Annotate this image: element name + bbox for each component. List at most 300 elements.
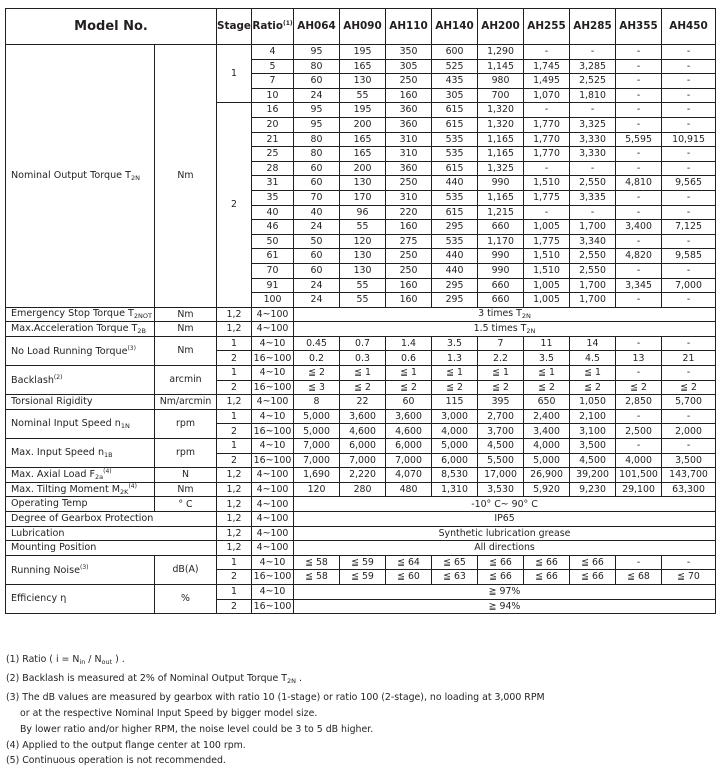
value-cell: 295 [432,293,478,308]
value-cell: 1,770 [524,147,570,162]
model-header: AH285 [570,9,616,45]
value-cell: - [524,45,570,60]
value-cell: ≦ 2 [524,380,570,395]
value-cell: 130 [340,74,386,89]
ratio-cell: 4~100 [252,307,294,322]
value-cell: 350 [386,45,432,60]
value-cell: 1,070 [524,88,570,103]
value-cell: 7,125 [662,220,716,235]
value-cell: 195 [340,103,386,118]
value-cell: - [662,439,716,454]
value-cell: 4,500 [478,439,524,454]
table-row [6,395,716,410]
parameter-label: No Load Running Torque$^{(3)}$ [6,336,155,365]
parameter-label: Max. Tilting Moment $M_{2K}^{(4)}$ [6,482,155,497]
value-cell: 0.6 [386,351,432,366]
value-cell: ≦ 59 [340,570,386,585]
value-cell: 3,340 [570,234,616,249]
stage-cell: 1 [217,366,252,381]
value-cell: ≦ 2 [432,380,478,395]
value-cell: 310 [386,190,432,205]
value-cell: - [662,293,716,308]
value-cell: 60 [294,249,340,264]
ratio-cell: 4~10 [252,336,294,351]
ratio-cell: 4~100 [252,497,294,512]
value-cell: 29,100 [616,482,662,497]
unit-cell: Nm [155,336,217,365]
value-cell: 165 [340,59,386,74]
value-cell: 1,325 [478,161,524,176]
value-cell: 1,770 [524,117,570,132]
value-cell: - [616,234,662,249]
value-cell: 525 [432,59,478,74]
value-cell: 5,700 [662,395,716,410]
ratio-cell: 4~100 [252,395,294,410]
value-cell: 3,325 [570,117,616,132]
ratio-cell: 4 [252,45,294,60]
table-row [6,307,716,322]
value-cell: ≦ 66 [524,555,570,570]
value-cell: 7 [478,336,524,351]
value-cell: - [616,74,662,89]
ratio-cell: 16~100 [252,424,294,439]
stage-cell: 1,2 [217,512,252,527]
stage-cell: 1,2 [217,322,252,337]
value-cell: 1,320 [478,103,524,118]
unit-cell: N [155,468,217,483]
value-cell: - [616,263,662,278]
model-header: AH450 [662,9,716,45]
value-cell: 1,510 [524,176,570,191]
parameter-label: Efficiency η [6,584,155,613]
value-cell: 3,400 [524,424,570,439]
value-cell: 1,170 [478,234,524,249]
value-cell: 0.3 [340,351,386,366]
value-cell: 2,100 [570,409,616,424]
stage-cell: 1 [217,439,252,454]
table-row [6,584,716,599]
value-cell: - [662,74,716,89]
value-cell: 5,000 [294,409,340,424]
value-cell: - [570,45,616,60]
value-cell: - [662,555,716,570]
value-cell: - [616,190,662,205]
value-cell: 4.5 [570,351,616,366]
model-header: AH355 [616,9,662,45]
stage-cell: 1 [217,409,252,424]
value-cell: 195 [340,45,386,60]
value-cell: 1,005 [524,278,570,293]
value-cell: 535 [432,234,478,249]
value-cell: 250 [386,263,432,278]
value-cell: 4,000 [524,439,570,454]
value-cell: 60 [294,74,340,89]
value-cell: 95 [294,45,340,60]
stage-cell: 2 [217,380,252,395]
value-cell: 1,700 [570,293,616,308]
value-cell: 615 [432,103,478,118]
stage-cell: 2 [217,424,252,439]
table-row [6,512,716,527]
value-cell: - [616,45,662,60]
value-cell: - [524,205,570,220]
value-cell: 990 [478,176,524,191]
value-cell: 990 [478,263,524,278]
value-cell: - [616,409,662,424]
value-cell: ≦ 70 [662,570,716,585]
footnote: or at the respective Nominal Input Speed by bigger model size. [20,707,318,719]
stage-cell: 1,2 [217,541,252,556]
value-cell: 160 [386,278,432,293]
table-row [6,541,716,556]
value-cell: ≦ 3 [294,380,340,395]
stage-cell: 1,2 [217,395,252,410]
value-cell: 26,900 [524,468,570,483]
value-cell: 3,000 [432,409,478,424]
parameter-label: Nominal Output Torque $T_{2N}$ [6,45,155,308]
value-cell: 2.2 [478,351,524,366]
value-cell: - [616,366,662,381]
ratio-cell: 4~100 [252,541,294,556]
table-row [6,497,716,512]
value-cell: 14 [570,336,616,351]
value-cell: 3,285 [570,59,616,74]
value-cell: ≦ 58 [294,555,340,570]
merged-value: -10° C~ 90° C [294,497,716,512]
value-cell: - [616,147,662,162]
value-cell: 250 [386,176,432,191]
value-cell: 250 [386,74,432,89]
value-cell: 295 [432,278,478,293]
value-cell: 7,000 [340,453,386,468]
unit-cell: % [155,584,217,613]
ratio-cell: 4~100 [252,468,294,483]
footnote: (1) Ratio ( $i = N_{in} / N_{out}$ ) . [6,654,125,666]
parameter-label: Max.Acceleration Torque $T_{2B}$ [6,322,155,337]
value-cell: 5,000 [432,439,478,454]
value-cell: 95 [294,103,340,118]
header-row [6,9,716,45]
value-cell: - [662,234,716,249]
ratio-cell: 4~10 [252,409,294,424]
value-cell: 21 [662,351,716,366]
ratio-cell: 20 [252,117,294,132]
value-cell: 24 [294,293,340,308]
value-cell: 50 [294,234,340,249]
value-cell: - [524,161,570,176]
value-cell: 1,775 [524,234,570,249]
value-cell: 1,745 [524,59,570,74]
value-cell: 1,810 [570,88,616,103]
value-cell: ≦ 1 [432,366,478,381]
value-cell: 22 [340,395,386,410]
value-cell: 5,000 [524,453,570,468]
parameter-label: Running Noise$^{(3)}$ [6,555,155,584]
value-cell: 60 [294,161,340,176]
value-cell: ≦ 66 [478,555,524,570]
value-cell: 6,000 [340,439,386,454]
value-cell: 305 [386,59,432,74]
value-cell: - [616,293,662,308]
value-cell: 990 [478,249,524,264]
value-cell: 3,345 [616,278,662,293]
stage-cell: 2 [217,103,252,307]
value-cell: ≦ 1 [340,366,386,381]
value-cell: 660 [478,278,524,293]
value-cell: 130 [340,263,386,278]
ratio-cell: 4~100 [252,482,294,497]
value-cell: 2,500 [616,424,662,439]
value-cell: 120 [294,482,340,497]
unit-cell: Nm [155,307,217,322]
ratio-cell: 91 [252,278,294,293]
unit-cell: arcmin [155,366,217,395]
value-cell: 160 [386,293,432,308]
value-cell: - [570,205,616,220]
value-cell: 1,770 [524,132,570,147]
value-cell: 1,165 [478,132,524,147]
value-cell: 3,700 [478,424,524,439]
value-cell: 3,600 [340,409,386,424]
value-cell: 1,690 [294,468,340,483]
value-cell: 4,500 [570,453,616,468]
value-cell: 17,000 [478,468,524,483]
value-cell: - [662,336,716,351]
value-cell: 11 [524,336,570,351]
value-cell: 395 [478,395,524,410]
model-no-header: Model No. [6,9,217,45]
unit-cell: Nm/arcmin [155,395,217,410]
unit-cell: rpm [155,439,217,468]
value-cell: 615 [432,205,478,220]
value-cell: 13 [616,351,662,366]
value-cell: 980 [478,74,524,89]
value-cell: 4,600 [340,424,386,439]
value-cell: 2,000 [662,424,716,439]
ratio-cell: 5 [252,59,294,74]
value-cell: - [616,205,662,220]
value-cell: ≦ 66 [570,555,616,570]
value-cell: 2,550 [570,176,616,191]
value-cell: 1,005 [524,293,570,308]
value-cell: 130 [340,249,386,264]
parameter-label: Emergency Stop Torque $T_{2NOT}$ [6,307,155,322]
merged-value: ≧ 97% [294,584,716,599]
ratio-cell: 61 [252,249,294,264]
ratio-cell: 4~100 [252,512,294,527]
footnote: (2) Backlash is measured at 2% of Nominal Output Torque $T_{2N}$ . [6,672,302,685]
value-cell: 1,005 [524,220,570,235]
value-cell: 39,200 [570,468,616,483]
value-cell: 9,230 [570,482,616,497]
ratio-cell: 16~100 [252,453,294,468]
table-row [6,468,716,483]
parameter-label: Lubrication [6,526,217,541]
stage-cell: 1 [217,555,252,570]
value-cell: 4,000 [432,424,478,439]
value-cell: 220 [386,205,432,220]
value-cell: 305 [432,88,478,103]
value-cell: 6,000 [432,453,478,468]
value-cell: ≦ 68 [616,570,662,585]
value-cell: 1,700 [570,278,616,293]
table-row [6,526,716,541]
value-cell: 8 [294,395,340,410]
value-cell: 10,915 [662,132,716,147]
ratio-cell: 70 [252,263,294,278]
model-header: AH110 [386,9,432,45]
value-cell: ≦ 66 [478,570,524,585]
value-cell: 535 [432,190,478,205]
value-cell: 1,320 [478,117,524,132]
stage-cell: 1 [217,336,252,351]
value-cell: 250 [386,249,432,264]
value-cell: 200 [340,117,386,132]
value-cell: - [616,161,662,176]
ratio-cell: 31 [252,176,294,191]
value-cell: 3,335 [570,190,616,205]
unit-cell: Nm [155,482,217,497]
value-cell: 4,000 [616,453,662,468]
unit-cell: Nm [155,322,217,337]
value-cell: ≦ 58 [294,570,340,585]
value-cell: 3,600 [386,409,432,424]
ratio-cell: 4~10 [252,366,294,381]
footnote: By lower ratio and/or higher RPM, the noise level could be 3 to 5 dB higher. [20,723,374,735]
value-cell: 4,070 [386,468,432,483]
value-cell: ≦ 60 [386,570,432,585]
value-cell: ≦ 2 [570,380,616,395]
value-cell: ≦ 2 [616,380,662,395]
value-cell: 4,810 [616,176,662,191]
ratio-cell: 4~100 [252,322,294,337]
value-cell: 5,920 [524,482,570,497]
value-cell: 2,220 [340,468,386,483]
value-cell: 160 [386,88,432,103]
table-row [6,322,716,337]
value-cell: 143,700 [662,468,716,483]
ratio-header: Ratio$^{(1)}$ [252,9,294,45]
value-cell: ≦ 65 [432,555,478,570]
footnote: (5) Continuous operation is not recommended. [6,755,226,767]
value-cell: - [616,336,662,351]
value-cell: ≦ 2 [478,380,524,395]
value-cell: 115 [432,395,478,410]
ratio-cell: 4~10 [252,584,294,599]
value-cell: - [616,59,662,74]
value-cell: 3,330 [570,132,616,147]
ratio-cell: 28 [252,161,294,176]
value-cell: 5,000 [294,424,340,439]
ratio-cell: 4~10 [252,555,294,570]
value-cell: 1,700 [570,220,616,235]
parameter-label: Nominal Input Speed $n_{1N}$ [6,409,155,438]
ratio-cell: 100 [252,293,294,308]
value-cell: - [662,117,716,132]
value-cell: 535 [432,132,478,147]
value-cell: 440 [432,263,478,278]
value-cell: 55 [340,220,386,235]
parameter-label: Mounting Position [6,541,217,556]
parameter-label: Operating Temp [6,497,155,512]
value-cell: 3,400 [616,220,662,235]
table-row [6,482,716,497]
model-header: AH200 [478,9,524,45]
value-cell: 440 [432,176,478,191]
value-cell: 660 [478,293,524,308]
table-row [6,555,716,570]
ratio-cell: 40 [252,205,294,220]
value-cell: 3,500 [662,453,716,468]
ratio-cell: 50 [252,234,294,249]
model-header: AH064 [294,9,340,45]
value-cell: 55 [340,88,386,103]
value-cell: 4,820 [616,249,662,264]
merged-value: ≧ 94% [294,599,716,614]
value-cell: 435 [432,74,478,89]
value-cell: 165 [340,147,386,162]
value-cell: 2,525 [570,74,616,89]
value-cell: 3,100 [570,424,616,439]
value-cell: 7,000 [294,439,340,454]
merged-value: 1.5 times $T_{2N}$ [294,322,716,337]
value-cell: 3.5 [524,351,570,366]
stage-cell: 2 [217,351,252,366]
value-cell: 360 [386,103,432,118]
value-cell: - [662,409,716,424]
ratio-cell: 16~100 [252,351,294,366]
value-cell: 3,530 [478,482,524,497]
value-cell: - [662,190,716,205]
value-cell: 60 [294,176,340,191]
ratio-cell: 4~100 [252,526,294,541]
value-cell: 3,500 [570,439,616,454]
value-cell: ≦ 1 [478,366,524,381]
value-cell: 80 [294,147,340,162]
unit-cell: Nm [155,45,217,308]
value-cell: 24 [294,278,340,293]
value-cell: 1,165 [478,147,524,162]
value-cell: - [662,59,716,74]
footnote: (4) Applied to the output flange center at 100 rpm. [6,739,246,751]
value-cell: 2,550 [570,249,616,264]
value-cell: 615 [432,117,478,132]
value-cell: - [524,103,570,118]
value-cell: 2,850 [616,395,662,410]
merged-value: Synthetic lubrication grease [294,526,716,541]
value-cell: ≦ 2 [386,380,432,395]
stage-cell: 1,2 [217,526,252,541]
value-cell: 101,500 [616,468,662,483]
value-cell: ≦ 59 [340,555,386,570]
value-cell: 170 [340,190,386,205]
value-cell: 1.4 [386,336,432,351]
value-cell: 660 [478,220,524,235]
value-cell: - [616,555,662,570]
value-cell: 9,585 [662,249,716,264]
value-cell: 360 [386,117,432,132]
ratio-cell: 16~100 [252,570,294,585]
value-cell: ≦ 66 [570,570,616,585]
value-cell: 7,000 [662,278,716,293]
value-cell: 480 [386,482,432,497]
value-cell: - [616,103,662,118]
value-cell: 0.2 [294,351,340,366]
value-cell: - [662,45,716,60]
ratio-cell: 10 [252,88,294,103]
table-row [6,409,716,424]
stage-cell: 1,2 [217,468,252,483]
